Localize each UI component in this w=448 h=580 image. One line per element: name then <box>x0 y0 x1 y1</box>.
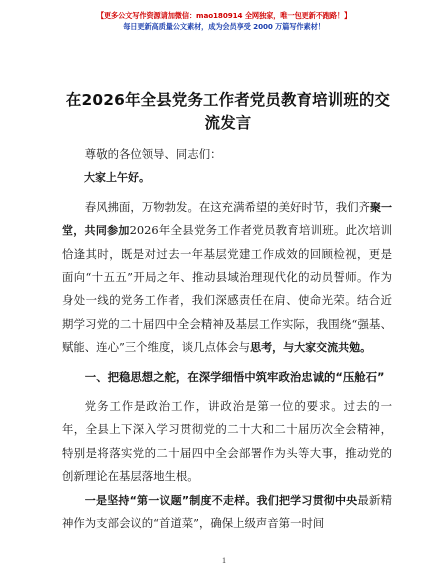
paragraph-1 <box>62 196 392 360</box>
paragraph-3-text: 最新精神作为支部会议的“首道菜”，确保上级声音第一时间 <box>62 492 392 531</box>
paragraph-1-text-b: 2026年全县党务工作者党员教育培训班。此次培训恰逢其时，既是对过去一年基层党建工作成效的回顾检视，更是面向“十五五”开局之年、推动县域治理现代化的动员誓师。作为身处一线的党务工作者，我们深感责任在肩、使命光荣。结合近期学习党的二十届四中全会精神及基层工作实际，我围绕“强基、赋能、连心”三个维度，谈几点体会与 <box>62 223 393 355</box>
paragraph-3 <box>62 489 392 536</box>
section-heading-1: 一、把稳思想之舵，在深学细悟中筑牢政治忠诚的“压舱石” <box>84 369 385 384</box>
banner-line-1: 【更多公文写作资源请加微信：mao180914 全网独家，唯一包更新不跑路！】 <box>96 11 352 20</box>
paragraph-1-bold-a: 聚一堂，共同参加 <box>62 200 393 238</box>
paragraph-3-bold: 一是坚持“第一议题”制度不走样。我们把学习贯彻中央 <box>84 493 358 507</box>
paragraph-1-bold-b: 思考，与大家交流共勉。 <box>250 341 372 355</box>
salutation: 尊敬的各位领导、同志们： <box>84 147 222 161</box>
document-body <box>62 143 392 536</box>
banner-line-2: 每日更新高质量公文素材，成为会员享受 2000 万篇写作素材！ <box>123 22 325 31</box>
promo-banner <box>0 10 448 32</box>
page-number: 1 <box>222 556 226 565</box>
greeting: 大家上午好。 <box>84 171 150 185</box>
paragraph-2: 党务工作是政治工作，讲政治是第一位的要求。过去的一年，全县上下深入学习贯彻党的二十大和二十届历次全会精神，特别是将落实党的二十届四中全会部署作为头等大事，推动党的创新理论在基层落地生根。 <box>62 399 392 484</box>
document-title: 在2026年全县党务工作者党员教育培训班的交流发言 <box>65 91 391 132</box>
paragraph-1-text-a: 春风拂面，万物勃发。在这充满希望的美好时节，我们齐 <box>84 199 370 214</box>
